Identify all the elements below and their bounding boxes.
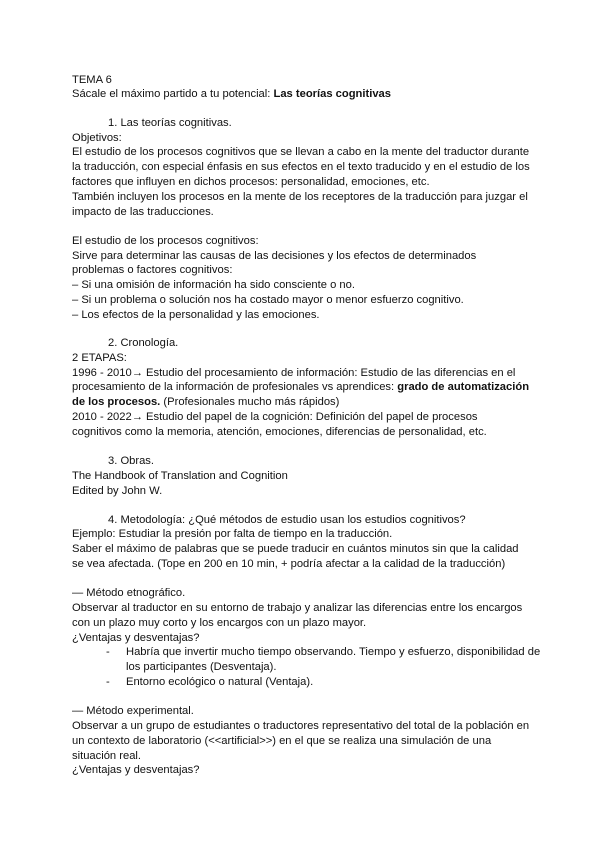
stages-label: 2 ETAPAS:: [72, 352, 127, 364]
subtitle-bold: Las teorías cognitivas: [273, 88, 391, 100]
bullet-line: los participantes (Desventaja).: [126, 661, 277, 673]
study-title: El estudio de los procesos cognitivos:: [72, 235, 259, 247]
stage-1-text: (Profesionales mucho más rápidos): [160, 396, 340, 408]
ethnographic-title: — Método etnográfico.: [72, 587, 186, 599]
section-1-heading: 1. Las teorías cognitivas.: [108, 117, 232, 129]
ethnographic-desc-line: Observar al traductor en su entorno de trabajo y analizar las diferencias entre los encargos: [72, 602, 523, 614]
stage-1-line: [72, 395, 339, 409]
bullet-line: Habría que invertir mucho tiempo observando. Tiempo y esfuerzo, disponibilidad de: [126, 646, 541, 658]
pros-cons-question: ¿Ventajas y desventajas?: [72, 632, 200, 644]
section-2-heading: 2. Cronología.: [108, 337, 179, 349]
book-editor: Edited by John W.: [72, 485, 163, 497]
experimental-desc-line: situación real.: [72, 750, 142, 762]
section-4-heading: 4. Metodología: ¿Qué métodos de estudio usan los estudios cognitivos?: [108, 514, 466, 526]
book-title: The Handbook of Translation and Cognition: [72, 470, 288, 482]
stage-1-bold: grado de automatización: [397, 381, 530, 393]
pros-cons-question: ¿Ventajas y desventajas?: [72, 764, 200, 776]
study-paragraph-line: problemas o factores cognitivos:: [72, 264, 233, 276]
example-detail-line: Saber el máximo de palabras que se puede traducir en cuántos minutos sin que la calidad: [72, 543, 519, 555]
objectives-paragraph-line: factores que influyen en dichos procesos: personalidad, emociones, etc.: [72, 176, 430, 188]
stage-1-bold: de los procesos.: [72, 396, 161, 408]
stage-2-line: cognitivos como la memoria, atención, emociones, diferencias de personalidad, etc.: [72, 426, 487, 438]
list-item: – Los efectos de la personalidad y las emociones.: [72, 309, 320, 321]
objectives-paragraph-line: la traducción, con especial énfasis en sus efectos en el texto traducido y en el estudio de los: [72, 161, 530, 173]
experimental-title: — Método experimental.: [72, 705, 194, 717]
bullet-dash: -: [106, 676, 110, 688]
stage-1-line: [72, 380, 529, 394]
objectives-paragraph-line: impacto de las traducciones.: [72, 206, 214, 218]
objectives-label: Objetivos:: [72, 132, 122, 144]
example-line: Ejemplo: Estudiar la presión por falta de tiempo en la traducción.: [72, 528, 393, 540]
example-detail-line: se vea afectada. (Tope en 200 en 10 min, + podría afectar a la calidad de la traducción): [72, 558, 506, 570]
study-paragraph-line: Sirve para determinar las causas de las decisiones y los efectos de determinados: [72, 250, 477, 262]
list-item: – Si una omisión de información ha sido consciente o no.: [72, 279, 355, 291]
experimental-desc-line: un contexto de laboratorio (<<artificial>>) en el que se realiza una simulación de una: [72, 735, 492, 747]
bullet-line: Entorno ecológico o natural (Ventaja).: [126, 676, 314, 688]
stage-1-line: 1996 - 2010→ Estudio del procesamiento de información: Estudio de las diferencias en el: [72, 367, 516, 379]
subtitle-prefix: Sácale el máximo partido a tu potencial:: [72, 88, 274, 100]
stage-2-line: 2010 - 2022→ Estudio del papel de la cognición: Definición del papel de procesos: [72, 411, 478, 423]
section-3-heading: 3. Obras.: [108, 455, 155, 467]
bullet-dash: -: [106, 646, 110, 658]
objectives-paragraph-line: El estudio de los procesos cognitivos que se llevan a cabo en la mente del traductor durante: [72, 146, 530, 158]
list-item: – Si un problema o solución nos ha costado mayor o menor esfuerzo cognitivo.: [72, 294, 464, 306]
stage-1-text: procesamiento de la información de profesionales vs aprendices:: [72, 381, 398, 393]
document-subtitle: [72, 87, 391, 101]
topic-number: TEMA 6: [72, 74, 112, 86]
experimental-desc-line: Observar a un grupo de estudiantes o traductores representativo del total de la población en: [72, 720, 530, 732]
objectives-paragraph-line: También incluyen los procesos en la mente de los receptores de la traducción para juzgar el: [72, 191, 528, 203]
ethnographic-desc-line: con un plazo muy corto y los encargos con un plazo mayor.: [72, 617, 367, 629]
